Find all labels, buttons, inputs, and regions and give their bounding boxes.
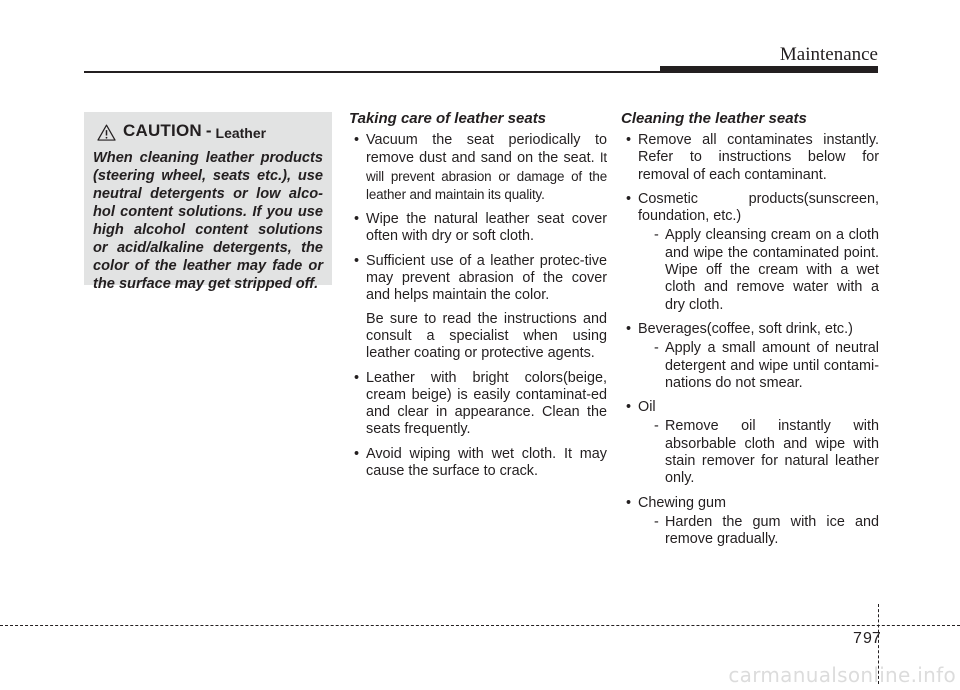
sub-item bbox=[638, 227, 879, 313]
list-item bbox=[349, 211, 607, 246]
list-item bbox=[349, 253, 607, 305]
watermark: carmanualsonline.info bbox=[728, 663, 956, 687]
list-item-text: Remove all contaminates instantly. Refer to instructions below for removal of each contaminant. bbox=[638, 132, 879, 183]
caution-subject: Leather bbox=[215, 125, 267, 141]
page-header-title: Maintenance bbox=[779, 44, 878, 65]
caution-text: When cleaning leather products (steering wheel, seats etc.), use neutral detergents or low alco-hol content solutions. If you use high alcohol content solutions or acid/alkaline detergents, the color of the leather may fade or the surface may get stripped off. bbox=[93, 150, 323, 292]
header-rule-thick bbox=[660, 66, 878, 73]
list-item-text: Oil bbox=[638, 399, 656, 416]
sub-item-text: Apply cleansing cream on a cloth and wipe the contaminated point. Wipe off the cream with a wet cloth and remove water with a dry cloth. bbox=[665, 227, 879, 313]
care-list-continued bbox=[349, 370, 607, 481]
list-item-text: Chewing gum bbox=[638, 494, 726, 511]
caution-box bbox=[84, 112, 332, 292]
list-item bbox=[349, 370, 607, 439]
list-item bbox=[621, 132, 879, 184]
bullet-mark: • bbox=[354, 369, 360, 386]
sub-dash: - bbox=[654, 513, 659, 530]
bullet-mark: • bbox=[354, 132, 360, 148]
list-item bbox=[349, 132, 607, 204]
bullet-mark: • bbox=[354, 445, 360, 462]
sub-item bbox=[638, 340, 879, 392]
bullet-mark: • bbox=[626, 132, 632, 148]
sub-item bbox=[638, 514, 879, 549]
bullet-mark: • bbox=[626, 320, 632, 337]
sub-item bbox=[638, 418, 879, 487]
list-item-text: Sufficient use of a leather protec-tive may prevent abrasion of the cover and helps maintain the color. bbox=[366, 252, 607, 304]
bullet-mark: • bbox=[354, 211, 360, 228]
chapter-number: 7 bbox=[853, 630, 862, 647]
column-leather-cleaning bbox=[621, 110, 879, 556]
bullet-mark: • bbox=[626, 190, 632, 207]
list-item bbox=[621, 191, 879, 314]
bullet-mark: • bbox=[626, 399, 632, 416]
list-item-text: Leather with bright colors(beige, cream beige) is easily contaminat-ed and clear in appearance. Clean the seats frequently. bbox=[366, 369, 607, 438]
list-item bbox=[621, 321, 879, 392]
list-item bbox=[349, 446, 607, 481]
care-note: Be sure to read the instructions and consult a specialist when using leather coating or protective agents. bbox=[366, 310, 607, 362]
caution-header bbox=[93, 121, 323, 141]
list-item-text-cont: It will prevent abrasion or damage of the leather and maintain its quality. bbox=[366, 150, 608, 202]
sub-dash: - bbox=[654, 340, 659, 357]
caution-dash: - bbox=[205, 121, 212, 140]
list-item-text: Beverages(coffee, soft drink, etc.) bbox=[638, 320, 853, 337]
care-list bbox=[349, 132, 607, 305]
list-item-text: Wipe the natural leather seat cover often with dry or soft cloth. bbox=[366, 211, 607, 245]
bullet-mark: • bbox=[626, 494, 632, 511]
sub-item-text: Apply a small amount of neutral detergent and wipe until contami-nations do not smear. bbox=[665, 340, 879, 391]
footer-rule bbox=[0, 625, 960, 626]
bullet-mark: • bbox=[354, 252, 360, 269]
list-item-text: Vacuum the seat periodically to remove dust and sand on the seat. bbox=[366, 132, 607, 167]
sub-dash: - bbox=[654, 418, 659, 435]
sub-dash: - bbox=[654, 227, 659, 244]
page-number: 97 bbox=[863, 630, 881, 647]
cleaning-list bbox=[621, 132, 879, 549]
column-leather-care bbox=[349, 110, 607, 487]
section-heading-cleaning: Cleaning the leather seats bbox=[621, 110, 807, 127]
sub-item-text: Harden the gum with ice and remove gradually. bbox=[665, 513, 879, 548]
caution-label: CAUTION bbox=[123, 121, 202, 140]
list-item-text: Avoid wiping with wet cloth. It may cause the surface to crack. bbox=[366, 445, 607, 480]
list-item bbox=[621, 399, 879, 487]
warning-triangle-icon bbox=[97, 124, 116, 141]
sub-item-text: Remove oil instantly with absorbable cloth and wipe with stain remover for natural leather only. bbox=[665, 418, 879, 487]
list-item-text: Cosmetic products(sunscreen, foundation, etc.) bbox=[638, 190, 879, 225]
header-rule-thin bbox=[84, 71, 660, 73]
section-heading-care: Taking care of leather seats bbox=[349, 110, 547, 127]
list-item bbox=[621, 495, 879, 549]
